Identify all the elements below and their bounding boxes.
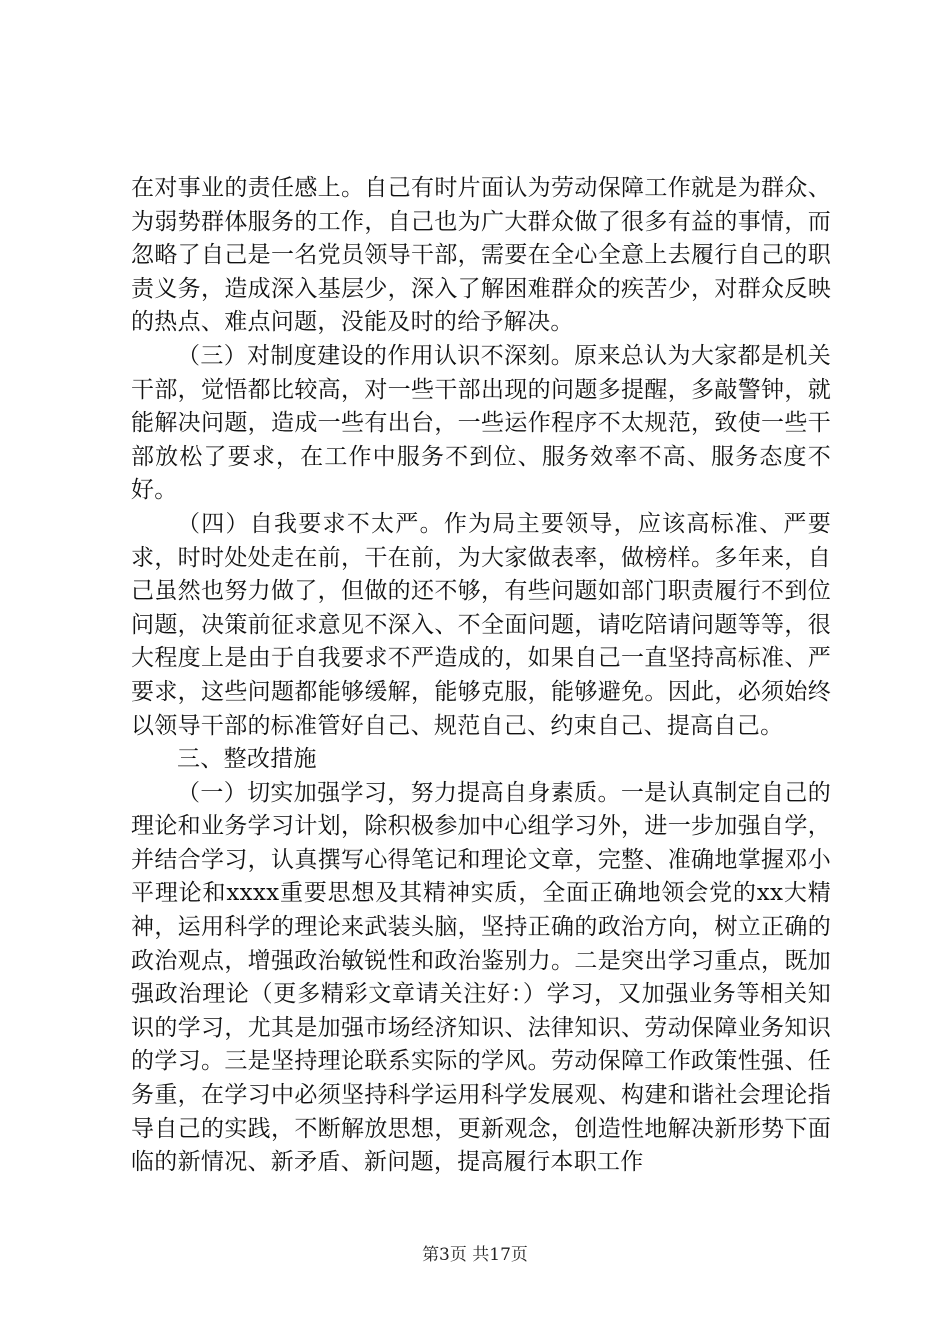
- paragraph-strengthen-learning: （一）切实加强学习，努力提高自身素质。一是认真制定自己的理论和业务学习计划，除积极参加中心组学习外，进一步加强自学，并结合学习，认真撰写心得笔记和理论文章，完整、准确地掌握邓小平理论和xxxx重要思想及其精神实质，全面正确地领会党的xx大精神，运用科学的理论来武装头脑，坚持正确的政治方向，树立正确的政治观点，增强政治敏锐性和政治鉴别力。二是突出学习重点，既加强政治理论（更多精彩文章请关注好：）学习，又加强业务等相关知识的学习，尤其是加强市场经济知识、法律知识、劳动保障业务知识的学习。三是坚持理论联系实际的学风。劳动保障工作政策性强、任务重，在学习中必须坚持科学运用科学发展观、构建和谐社会理论指导自己的实践，不断解放思想，更新观念，创造性地解决新形势下面临的新情况、新矛盾、新问题，提高履行本职工作: [131, 779, 831, 1176]
- section-heading-rectification: 三、整改措施: [177, 746, 317, 773]
- page-number-footer: 第3页 共17页: [422, 1245, 528, 1265]
- paragraph-institution-building: （三）对制度建设的作用认识不深刻。原来总认为大家都是机关干部，觉悟都比较高，对一些干部出现的问题多提醒，多敲警钟，就能解决问题，造成一些有出台，一些运作程序不太规范，致使一些干部放松了要求，在工作中服务不到位、服务效率不高、服务态度不好。: [131, 342, 831, 504]
- document-body: [131, 172, 831, 1180]
- paragraph-continuation: 在对事业的责任感上。自己有时片面认为劳动保障工作就是为群众、为弱势群体服务的工作，自己也为广大群众做了很多有益的事情，而忽略了自己是一名党员领导干部，需要在全心全意上去履行自己的职责义务，造成深入基层少，深入了解困难群众的疾苦少，对群众反映的热点、难点问题，没能及时的给予解决。: [131, 175, 831, 336]
- paragraph-self-discipline: （四）自我要求不太严。作为局主要领导，应该高标准、严要求，时时处处走在前，干在前，为大家做表率，做榜样。多年来，自己虽然也努力做了，但做的还不够，有些问题如部门职责履行不到位问题，决策前征求意见不深入、不全面问题，请吃陪请问题等等，很大程度上是由于自我要求不严造成的，如果自己一直坚持高标准、严要求，这些问题都能够缓解，能够克服，能够避免。因此，必须始终以领导干部的标准管好自己、规范自己、约束自己、提高自己。: [131, 510, 831, 739]
